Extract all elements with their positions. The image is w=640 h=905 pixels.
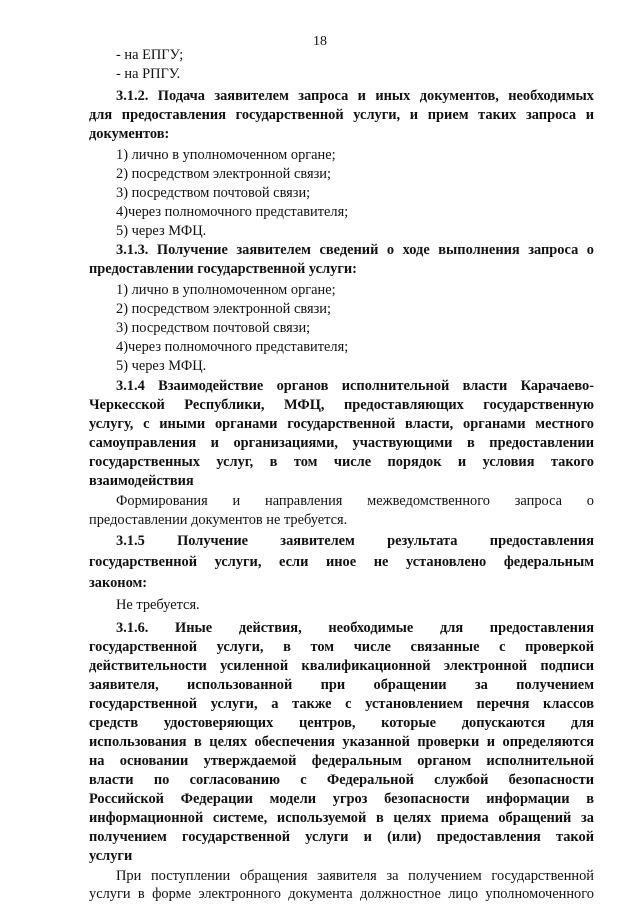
paragraph-line: Не требуется.: [116, 597, 200, 613]
section-heading: услугу, с иными органами государственной власти, органами местного: [89, 416, 594, 432]
list-item: 1) лично в уполномоченном органе;: [116, 282, 336, 298]
section-heading: 3.1.6. Иные действия, необходимые для предоставления: [116, 620, 594, 636]
section-heading: информационной системе, используемой в целях приема обращений за: [89, 810, 594, 826]
section-heading: 3.1.3. Получение заявителем сведений о ходе выполнения запроса о: [116, 242, 594, 258]
text-line: - на ЕПГУ;: [116, 47, 184, 63]
section-heading: государственной услуги, а также с установлением перечня классов: [89, 696, 594, 712]
section-heading: заявителя, использованной при обращении за получением: [89, 677, 594, 693]
section-heading: действительности усиленной квалификационной электронной подписи: [89, 658, 594, 674]
section-heading: для предоставления государственной услуги, и прием таких запроса и: [89, 107, 594, 123]
text-line: - на РПГУ.: [116, 66, 181, 82]
section-heading: получением государственной услуги и (или) предоставления такой: [89, 829, 594, 845]
section-heading: на основании утверждаемой федеральным органом исполнительной: [89, 753, 594, 769]
list-item: 2) посредством электронной связи;: [116, 166, 331, 182]
section-heading: средств удостоверяющих центров, которые допускаются для: [89, 715, 594, 731]
section-heading: 3.1.2. Подача заявителем запроса и иных документов, необходимых: [116, 88, 594, 104]
section-heading: государственной услуги, если иное не установлено федеральным: [89, 554, 594, 570]
paragraph-line: При поступлении обращения заявителя за получением государственной: [116, 868, 594, 884]
list-item: 4)через полномочного представителя;: [116, 339, 349, 355]
section-heading: государственной услуги, в том числе связанные с проверкой: [89, 639, 594, 655]
list-item: 5) через МФЦ.: [116, 358, 207, 374]
paragraph-line: Формирования и направления межведомственного запроса о: [116, 493, 594, 509]
section-heading: взаимодействия: [89, 473, 194, 489]
list-item: 3) посредством почтовой связи;: [116, 320, 311, 336]
section-heading: государственных услуг, в том числе порядок и условия такого: [89, 454, 594, 470]
section-heading: 3.1.5 Получение заявителем результата предоставления: [116, 533, 594, 549]
list-item: 5) через МФЦ.: [116, 223, 207, 239]
list-item: 4)через полномочного представителя;: [116, 204, 349, 220]
list-item: 2) посредством электронной связи;: [116, 301, 331, 317]
section-heading: власти по согласованию с Федеральной службой безопасности: [89, 772, 594, 788]
section-heading: 3.1.4 Взаимодействие органов исполнительной власти Карачаево-: [116, 378, 594, 394]
section-heading: услуги: [89, 848, 133, 864]
section-heading: Российской Федерации модели угроз безопасности информации в: [89, 791, 594, 807]
paragraph-line: предоставлении документов не требуется.: [89, 512, 348, 528]
section-heading: самоуправления и организациями, участвующими в предоставлении: [89, 435, 594, 451]
list-item: 1) лично в уполномоченном органе;: [116, 147, 336, 163]
paragraph-line: услуги в форме электронного документа должностное лицо уполномоченного: [89, 886, 594, 902]
page-number: 18: [313, 34, 327, 49]
section-heading: Черкесской Республики, МФЦ, предоставляющих государственную: [89, 397, 594, 413]
section-heading: законом:: [89, 575, 148, 591]
section-heading: документов:: [89, 126, 170, 142]
section-heading: предоставлении государственной услуги:: [89, 261, 357, 277]
section-heading: использования в целях обеспечения указанной проверки и определяются: [89, 734, 594, 750]
list-item: 3) посредством почтовой связи;: [116, 185, 311, 201]
